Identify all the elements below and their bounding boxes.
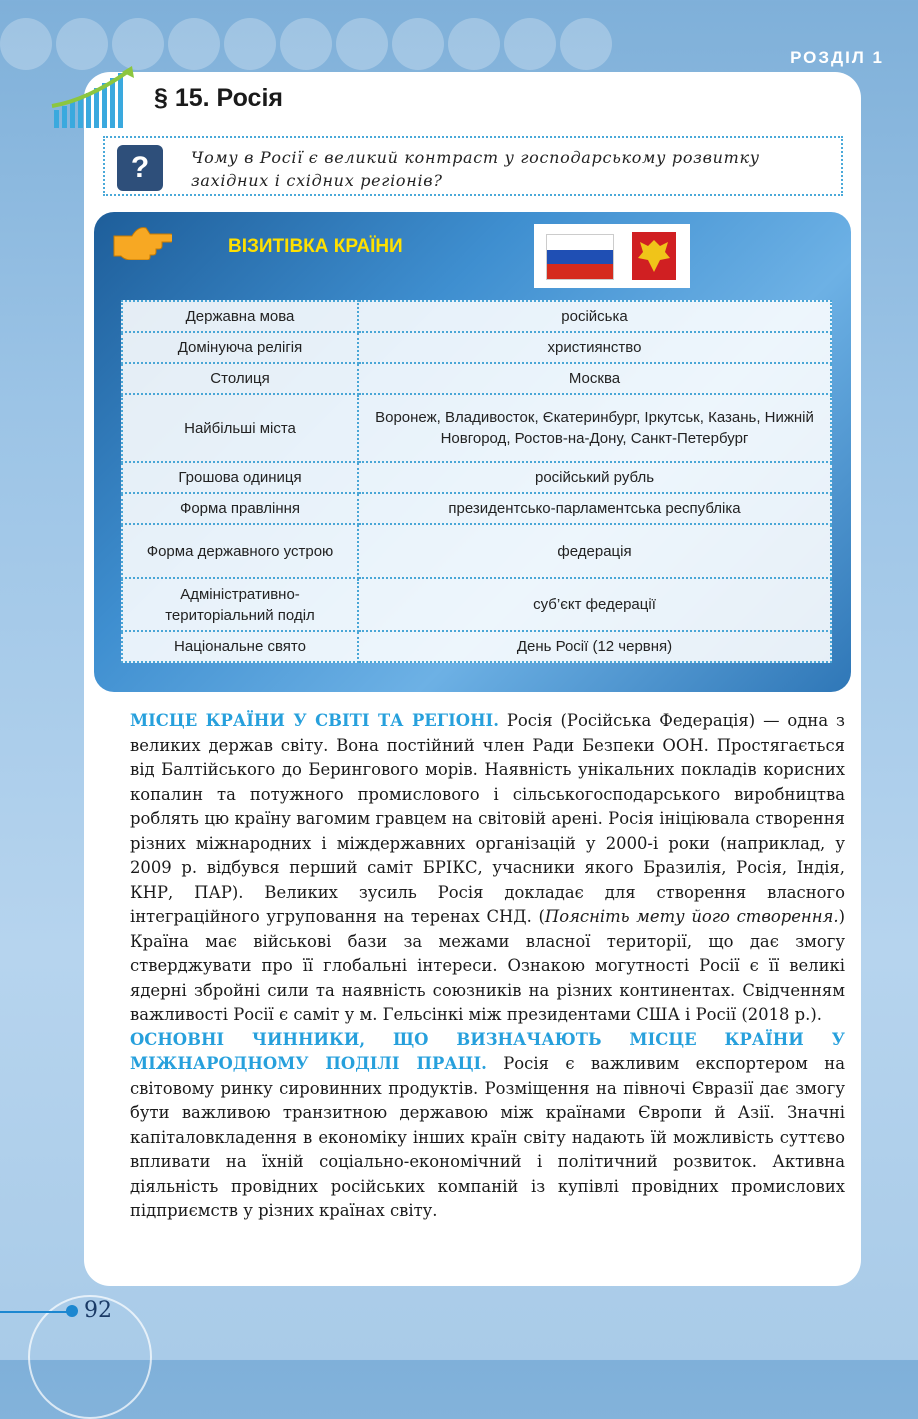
paragraph-italic: Поясніть мету його створення. bbox=[544, 907, 839, 926]
info-row bbox=[122, 493, 831, 524]
chart-growth-icon bbox=[48, 66, 138, 130]
info-value: Воронеж, Владивосток, Єкатеринбург, Іркутськ, Казань, Нижній Новгород, Ростов-на-Дону, Санкт-Петербург bbox=[358, 394, 831, 462]
info-key: Найбільші міста bbox=[122, 394, 358, 462]
info-value: День Росії (12 червня) bbox=[358, 631, 831, 662]
paragraph-heading: ОСНОВНІ ЧИННИКИ, ЩО ВИЗНАЧАЮТЬ МІСЦЕ КРАЇНИ У МІЖНАРОДНОМУ ПОДІЛІ ПРАЦІ. bbox=[130, 1029, 845, 1073]
info-value: християнство bbox=[358, 332, 831, 363]
info-row bbox=[122, 631, 831, 662]
country-card bbox=[94, 212, 851, 692]
info-row bbox=[122, 524, 831, 578]
body-text bbox=[130, 709, 845, 1224]
info-row bbox=[122, 332, 831, 363]
info-value: російський рубль bbox=[358, 462, 831, 493]
paragraph-text: Росія (Російська Федерація) — одна з великих держав світу. Вона постійний член Ради Безпеки ООН. Простягається від Балтійського до Берингового морів. Наявність унікальних покладів корисних копалин та потужного промислового і сільськогосподарського виробництва роблять цю країну вагомим гравцем на світовій арені. Росія ініціювала створення різних міжнародних і міждержавних організацій у 2000-і роки (наприклад, у 2009 р. відбувся перший саміт БРІКС, учасники якого Бразилія, Росія, Індія, КНР, ПАР). Великих зусиль Росія докладає для створення власного інтеграційного угруповання на теренах СНД. ( bbox=[130, 711, 845, 926]
info-key: Адміністративно-територіальний поділ bbox=[122, 578, 358, 631]
info-row bbox=[122, 578, 831, 631]
info-key: Грошова одиниця bbox=[122, 462, 358, 493]
pointing-hand-icon bbox=[112, 224, 172, 260]
question-box bbox=[103, 136, 843, 196]
paragraph-place bbox=[130, 709, 845, 1028]
paragraph-factors bbox=[130, 1028, 845, 1224]
section-tag: РОЗДІЛ 1 bbox=[790, 48, 884, 67]
country-info-table bbox=[121, 300, 832, 663]
info-key: Домінуюча релігія bbox=[122, 332, 358, 363]
info-key: Національне свято bbox=[122, 631, 358, 662]
info-row bbox=[122, 301, 831, 332]
question-text: Чому в Росії є великий контраст у господарському розвитку західних і східних регіонів? bbox=[191, 148, 760, 190]
info-value: російська bbox=[358, 301, 831, 332]
question-icon: ? bbox=[117, 145, 163, 191]
info-key: Державна мова bbox=[122, 301, 358, 332]
info-value: федерація bbox=[358, 524, 831, 578]
info-value: Москва bbox=[358, 363, 831, 394]
paragraph-text: ) Країна має військові бази за межами власної території, що дає змогу стверджувати про її глобальні інтереси. Ознакою могутності Росії є її великі ядерні збройні сили та наявність союзників на різних континентах. Свідченням важливості Росії є саміт у м. Гельсінкі між президентами США і Росії (2018 р.). bbox=[130, 907, 845, 1024]
info-row bbox=[122, 462, 831, 493]
card-title: ВІЗИТІВКА КРАЇНИ bbox=[228, 236, 403, 257]
russia-flag-icon bbox=[546, 234, 614, 280]
info-key: Столиця bbox=[122, 363, 358, 394]
flags-panel bbox=[534, 224, 690, 288]
coat-of-arms-icon bbox=[632, 232, 676, 280]
info-key: Форма правління bbox=[122, 493, 358, 524]
page-line bbox=[0, 1311, 76, 1313]
info-value: суб’єкт федерації bbox=[358, 578, 831, 631]
info-key: Форма державного устрою bbox=[122, 524, 358, 578]
info-row bbox=[122, 363, 831, 394]
page-title: § 15. Росія bbox=[154, 84, 283, 112]
page-number: 92 bbox=[84, 1298, 112, 1323]
info-row bbox=[122, 394, 831, 462]
info-value: президентсько-парламентська республіка bbox=[358, 493, 831, 524]
page-dot bbox=[66, 1305, 78, 1317]
paragraph-text: Росія є важливим експортером на світовому ринку сировинних продуктів. Розміщення на півночі Євразії дає змогу бути важливою транзитною державою між країнами Європи й Азії. Значні капіталовкладення в економіку інших країн світу надають їй можливість суттєво впливати на їхній соціально-економічний і політичний розвиток. Активна діяльність провідних російських компаній із купівлі провідних промислових підприємств у різних країнах світу. bbox=[130, 1054, 845, 1220]
paragraph-heading: МІСЦЕ КРАЇНИ У СВІТІ ТА РЕГІОНІ. bbox=[130, 711, 499, 730]
